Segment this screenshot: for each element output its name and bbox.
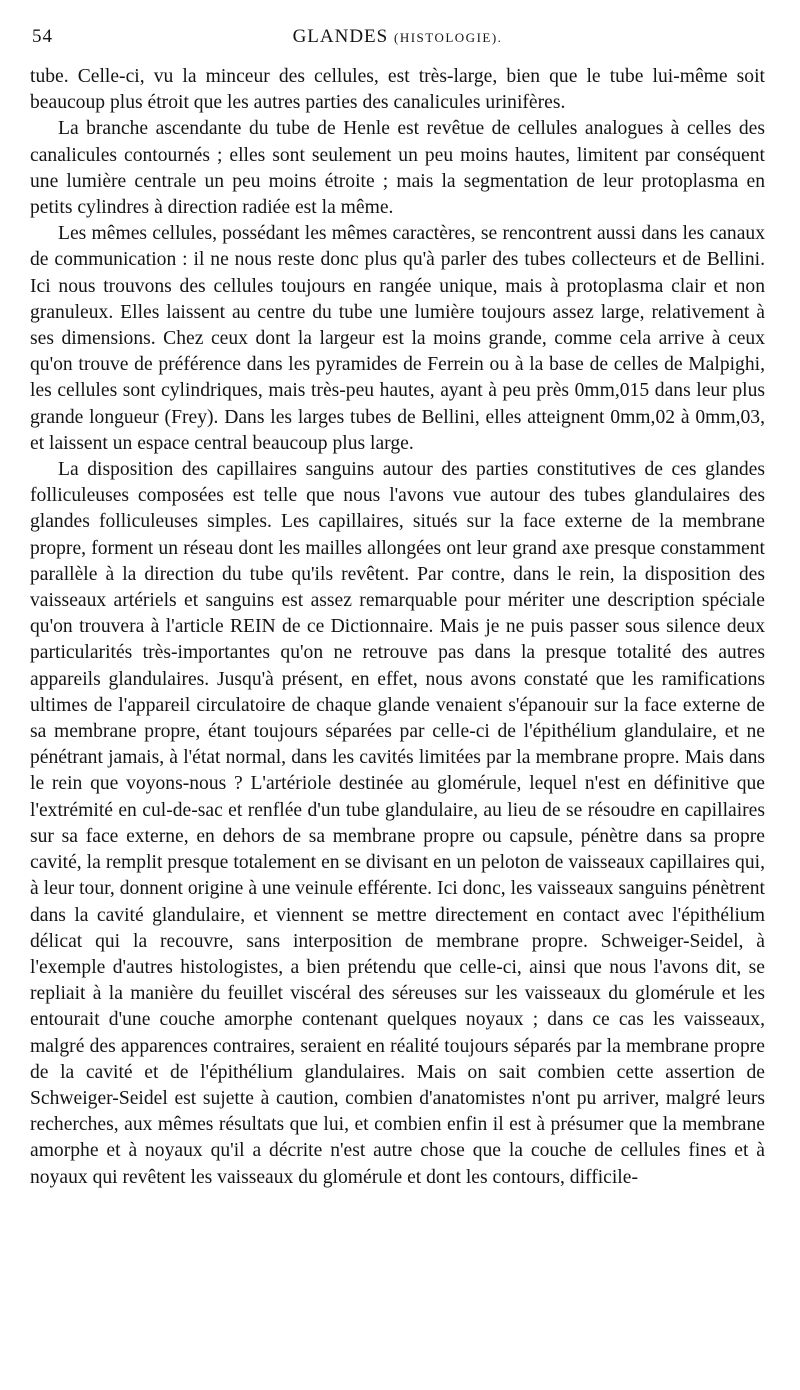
body-text — [30, 64, 765, 1191]
running-title-main: GLANDES — [292, 26, 389, 47]
running-title-subtitle: (HISTOLOGIE). — [393, 30, 503, 45]
document-page — [30, 26, 765, 1191]
paragraph-capillaries: La disposition des capillaires sanguins autour des parties constitutives de ces glandes folliculeuses composées est telle que nous l'avons vue autour des tubes glandulaires des glandes folliculeuses simples. Les capillaires, situés sur la face externe de la membrane propre, forment un réseau dont les mailles allongées ont leur grand axe presque constamment parallèle à la direction du tube qu'ils revêtent. Par contre, dans le rein, la disposition des vaisseaux artériels et sanguins est assez remarquable pour mériter une description spéciale qu'on trouvera à l'article REIN de ce Dictionnaire. Mais je ne puis passer sous silence deux particularités très-importantes qu'on ne retrouve pas dans la presque totalité des autres appareils glandulaires. Jusqu'à présent, en effet, nous avons constaté que les ramifications ultimes de l'appareil circulatoire de chaque glande venaient s'épanouir sur la face externe de sa membrane propre, étant toujours séparées par celle-ci de l'épithélium glandulaire, et ne pénétrant jamais, à l'état normal, dans les cavités limitées par la membrane propre. Mais dans le rein que voyons-nous ? L'artériole destinée au glomérule, lequel n'est en définitive que l'extrémité en cul-de-sac et renflée d'un tube glandulaire, au lieu de se résoudre en capillaires sur sa face externe, en dehors de sa membrane propre ou capsule, pénètre dans sa propre cavité, la remplit presque totalement en se divisant en un peloton de vaisseaux capillaires qui, à leur tour, donnent origine à une veinule efférente. Ici donc, les vaisseaux sanguins pénètrent dans la cavité glandulaire, et viennent se mettre directement en contact avec l'épithélium délicat qui la recouvre, sans interposition de membrane propre. Schweiger-Seidel, à l'exemple d'autres histologistes, a bien prétendu que celle-ci, ainsi que nous l'avons dit, se repliait à la manière du feuillet viscéral des séreuses sur les vaisseaux du glomérule et les entourait d'une couche amorphe contenant quelques noyaux ; dans ce cas les vaisseaux, malgré des apparences contraires, seraient en réalité toujours séparés par la membrane propre de la cavité et de l'épithélium glandulaires. Mais on sait combien cette assertion de Schweiger-Seidel est sujette à caution, combien d'anatomistes n'ont pu arriver, malgré leurs recherches, aux mêmes résultats que lui, et combien enfin il est à présumer que la membrane amorphe et à noyaux qu'il a décrite n'est autre chose que la couche de cellules fines et à noyaux qui revêtent les vaisseaux du glomérule et dont les contours, difficile- — [30, 459, 765, 1188]
page-number: 54 — [32, 26, 53, 47]
paragraph-collecting-tubes: Les mêmes cellules, possédant les mêmes caractères, se rencontrent aussi dans les canaux de communication : il ne nous reste donc plus qu'à parler des tubes collecteurs et de Bellini. Ici nous trouvons des cellules toujours en rangée unique, mais à protoplasma clair et non granuleux. Elles laissent au centre du tube une lumière toujours assez large, relativement à ses dimensions. Chez ceux dont la largeur est la moins grande, comme cela arrive à ceux qu'on trouve de préférence dans les pyramides de Ferrein ou à la base de celles de Malpighi, les cellules sont cylindriques, mais très-peu hautes, ayant à peu près 0mm,015 dans leur plus grande longueur (Frey). Dans les larges tubes de Bellini, elles atteignent 0mm,02 à 0mm,03, et laissent un espace central beaucoup plus large. — [30, 223, 765, 454]
paragraph-continuation: tube. Celle-ci, vu la minceur des cellules, est très-large, bien que le tube lui-même soit beaucoup plus étroit que les autres parties des canalicules urinifères. — [30, 66, 765, 114]
running-title — [30, 26, 765, 48]
page-header — [30, 26, 765, 64]
paragraph-henle-branch: La branche ascendante du tube de Henle est revêtue de cellules analogues à celles des canalicules contournés ; elles sont seulement un peu moins hautes, limitent par conséquent une lumière centrale un peu moins étroite ; mais la segmentation de leur protoplasma en petits cylindres à direction radiée est la même. — [30, 118, 765, 219]
